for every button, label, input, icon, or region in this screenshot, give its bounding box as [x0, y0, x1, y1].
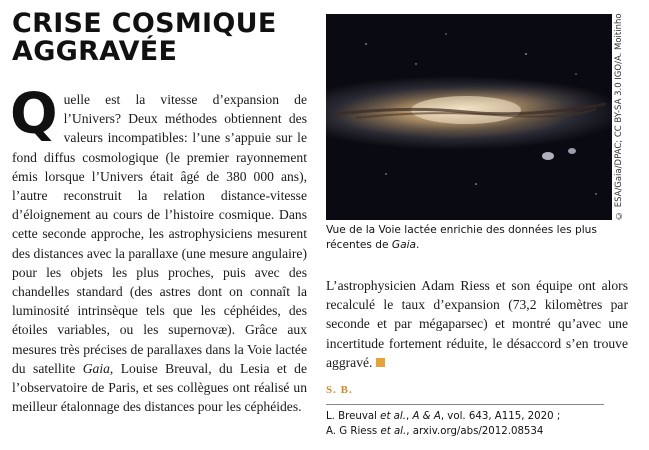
ref1-etal: et al. — [380, 411, 406, 422]
divider — [326, 404, 604, 405]
body-italic-gaia: Gaia — [82, 360, 110, 376]
photo-credit: © ESA/Gaia/DPAC; CC BY-SA 3.0 IGO/A. Moitinho — [614, 13, 624, 220]
ref2-author: A. G Riess — [326, 425, 381, 437]
article-body — [10, 82, 307, 416]
caption-text: Vue de la Voie lactée enrichie des données les plus récentes de — [326, 224, 597, 251]
right-paragraph: L’astrophysicien Adam Riess et son équipe ont alors recalculé le taux d’expansion (73,2 kilomètres par seconde et par mégaparsec) et montré qu’avec une incertitude fortement réduite, le désaccord s’en trouve aggravé. — [326, 278, 628, 370]
end-mark-icon — [376, 358, 385, 367]
ref1-journal: A & A — [412, 411, 441, 422]
reference-1 — [326, 410, 626, 425]
ref1-author: L. Breuval — [326, 411, 381, 422]
ref2-details: , arxiv.org/abs/2012.08534 — [406, 425, 544, 437]
article-body-continued — [326, 276, 628, 372]
ref1-sep: , — [405, 411, 413, 422]
title-line-2: AGGRAVÉE — [12, 36, 178, 67]
image-caption — [326, 223, 616, 253]
title-line-1: CRISE COSMIQUE — [12, 8, 277, 39]
references — [326, 410, 626, 439]
milky-way-stars — [326, 14, 612, 220]
ref1-details: , vol. 643, A115, 2020 ; — [440, 411, 561, 422]
reference-2 — [326, 425, 626, 440]
caption-end: . — [416, 239, 420, 251]
ref2-etal: et al. — [380, 425, 407, 437]
author-initials: S. B. — [326, 384, 353, 396]
body-text-part-1: uelle est la vitesse d’expansion de l’Univers? Deux méthodes obtiennent des valeurs incompatibles: l’une s’appuie sur le fond diffus cosmologique (le premier rayonnement émis lorsque l’Univers était âgé de 380 000 ans), l’autre reconstruit la relation distance-vitesse d’éloignement au cours de l’histoire cosmique. Dans cette seconde approche, les astrophysiciens mesurent des distances avec la parallaxe (une mesure angulaire) pour les objets les plus proches, puis avec des chandelles standard (des astres dont on connaît la luminosité intrinsèque tels que les céphéides, des étoiles variables, ou les supernovæ). Grâce aux mesures très précises de parallaxes dans la Voie lactée du satellite — [12, 92, 307, 376]
body-text-part-2: , Louise Breuval, du Lesia et de l’observatoire de Paris, et ses collègues ont réalisé un meilleur étalonnage des distances pour les céphéides. — [12, 360, 307, 415]
caption-italic-gaia: Gaia — [391, 239, 417, 251]
article-title — [12, 10, 312, 66]
milky-way-image — [326, 14, 612, 220]
drop-cap: Q — [10, 82, 58, 147]
